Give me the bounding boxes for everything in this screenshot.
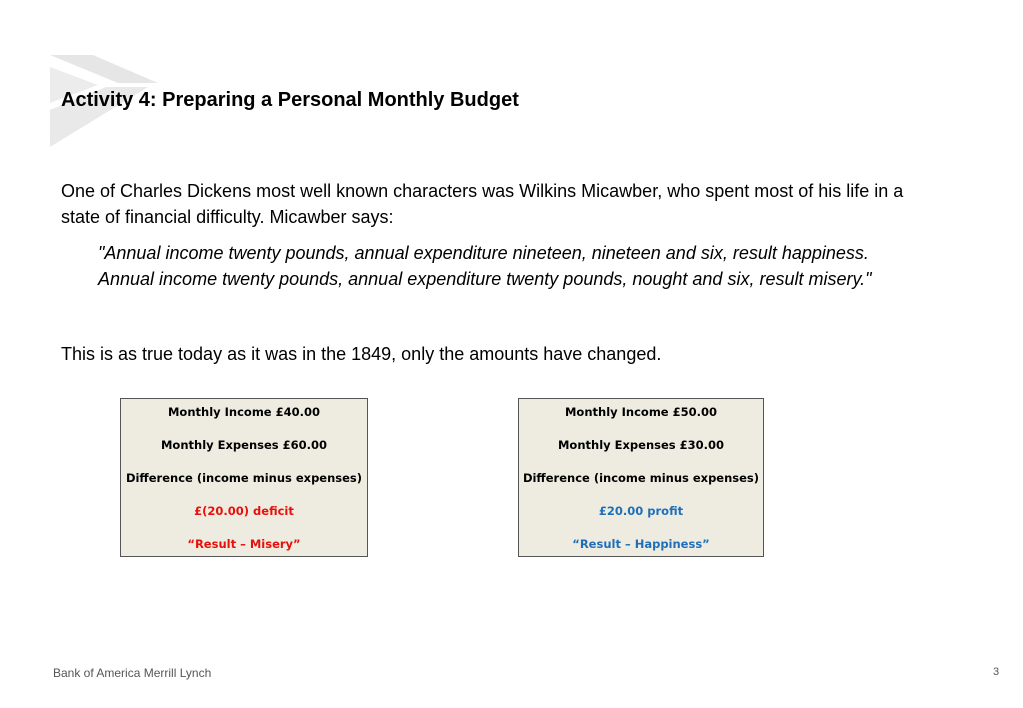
page-title: Activity 4: Preparing a Personal Monthly Budget [61,89,519,111]
difference-value: £(20.00) deficit [194,504,294,518]
monthly-income: Monthly Income £50.00 [564,405,717,419]
closing-paragraph: This is as true today as it was in the 1849, only the amounts have changed. [61,344,662,364]
budget-box-misery [120,398,368,557]
monthly-expenses: Monthly Expenses £60.00 [160,438,328,452]
budget-box-happiness [518,398,764,557]
footer-company: Bank of America Merrill Lynch [53,666,212,680]
result-text: “Result – Happiness” [572,537,710,551]
difference-label: Difference (income minus expenses) [522,471,760,485]
difference-value: £20.00 profit [598,504,684,518]
page-number: 3 [993,666,1000,678]
monthly-expenses: Monthly Expenses £30.00 [557,438,725,452]
intro-paragraph: One of Charles Dickens most well known characters was Wilkins Micawber, who spent most of his life in a state of financial difficulty. Micawber says: [61,181,904,227]
monthly-income: Monthly Income £40.00 [167,405,320,419]
micawber-quote: "Annual income twenty pounds, annual expenditure nineteen, nineteen and six, result happiness. Annual income twenty pounds, annual expenditure twenty pounds, nought and six, result misery." [98,243,872,289]
result-text: “Result – Misery” [187,537,301,551]
difference-label: Difference (income minus expenses) [125,471,363,485]
